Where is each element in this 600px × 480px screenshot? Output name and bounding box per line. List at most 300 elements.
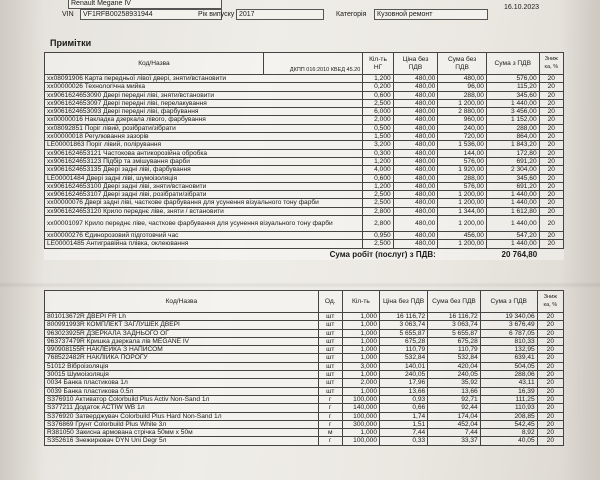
- work-name: xx08092851 Поріг лівий, розібрати/зібрати: [45, 124, 363, 132]
- part-sum-vat: 288,06: [480, 371, 537, 379]
- work-sum: 1 536,00: [438, 141, 487, 149]
- work-discount: 20: [539, 157, 563, 165]
- vin-value: VF1RFB00258931944: [80, 9, 222, 20]
- part-discount: 20: [537, 313, 563, 321]
- work-price: 480,00: [393, 207, 438, 215]
- part-sum-vat: 542,45: [480, 420, 537, 428]
- part-price: 3 063,74: [380, 321, 428, 329]
- table-row: [45, 141, 564, 149]
- work-discount: 20: [539, 166, 563, 174]
- part-price: 110,79: [380, 346, 428, 354]
- work-qty: 2,500: [363, 199, 393, 207]
- work-sum: 960,00: [438, 116, 487, 124]
- work-qty: 0,500: [363, 124, 393, 132]
- part-qty: 1,000: [342, 371, 379, 379]
- work-discount: 20: [539, 108, 563, 116]
- work-discount: 20: [539, 75, 563, 83]
- work-discount: 20: [539, 124, 563, 132]
- work-discount: 20: [539, 141, 563, 149]
- work-qty: 2,000: [363, 116, 393, 124]
- part-price: 17,96: [380, 379, 428, 387]
- part-name: S376869 Грунт Colorbuild Plus White 3л: [45, 420, 319, 428]
- part-sum-vat: 111,25: [480, 395, 537, 403]
- work-name: xx00000018 Регулювання зазорів: [45, 133, 363, 141]
- part-price: 140,01: [380, 362, 428, 370]
- works-total-value: 20 764,80: [501, 249, 538, 259]
- part-unit: г: [318, 420, 342, 428]
- works-header-discount: Зниж ка, %: [539, 53, 563, 75]
- work-qty: 2,500: [363, 99, 393, 107]
- page-shadow-left: [0, 0, 45, 480]
- work-price: 480,00: [393, 199, 438, 207]
- part-qty: 1,000: [342, 337, 379, 345]
- work-sum-vat: 345,60: [486, 91, 539, 99]
- table-row: [45, 99, 564, 107]
- table-row: [45, 216, 564, 232]
- part-qty: 100,000: [342, 412, 379, 420]
- work-sum: 1 200,00: [438, 99, 487, 107]
- work-name: xx9061624653090 Двері передні ліві, зняти/встановити: [45, 91, 363, 99]
- part-unit: шт: [318, 329, 342, 337]
- works-total-row: [45, 248, 564, 260]
- work-qty: 0,600: [363, 174, 393, 182]
- work-name: LE00001863 Поріг лівий, полірування: [45, 141, 363, 149]
- part-price: 675,28: [380, 337, 428, 345]
- work-qty: 0,600: [363, 91, 393, 99]
- table-row: [45, 108, 564, 116]
- parts-rows: [45, 313, 564, 446]
- part-name: R381050 Закисна армована стрічка 50мм х 50м: [45, 429, 319, 437]
- part-price: 5 655,87: [380, 329, 428, 337]
- part-discount: 20: [537, 404, 563, 412]
- work-qty: 2,800: [363, 216, 393, 232]
- parts-header-unit: Од.: [318, 291, 342, 313]
- part-sum: 174,04: [428, 412, 481, 420]
- work-sum: 1 344,00: [438, 207, 487, 215]
- part-sum: 92,71: [428, 395, 481, 403]
- part-sum-vat: 132,95: [480, 346, 537, 354]
- part-qty: 1,000: [342, 329, 379, 337]
- category-label: Категорія: [336, 11, 367, 18]
- work-qty: 2,800: [363, 207, 393, 215]
- part-price: 7,44: [380, 429, 428, 437]
- work-name: xx00000076 Двері задні ліві, часткове фарбування для усунення візуального тону фарби: [45, 199, 363, 207]
- part-discount: 20: [537, 387, 563, 395]
- table-row: [45, 174, 564, 182]
- work-qty: 6,000: [363, 108, 393, 116]
- part-name: 768522482R НАКЛІЙКА ПОРОГУ: [45, 354, 319, 362]
- work-price: 480,00: [393, 166, 438, 174]
- part-sum: 452,04: [428, 420, 481, 428]
- work-name: xx00000276 Єдинорозовий підготовчий час: [45, 232, 363, 240]
- work-sum: 720,00: [438, 133, 487, 141]
- work-sum: 288,00: [438, 174, 487, 182]
- part-name: S377211 Додаток ACTIW WB 1л: [45, 404, 319, 412]
- work-sum-vat: 576,00: [486, 75, 539, 83]
- table-row: [45, 371, 564, 379]
- work-discount: 20: [539, 232, 563, 240]
- work-qty: 4,000: [363, 166, 393, 174]
- work-sum-vat: 1 612,80: [486, 207, 539, 215]
- work-price: 480,00: [393, 116, 438, 124]
- works-table: [44, 52, 564, 260]
- work-sum-vat: 1 843,20: [486, 141, 539, 149]
- table-row: [45, 387, 564, 395]
- work-discount: 20: [539, 133, 563, 141]
- work-discount: 20: [539, 174, 563, 182]
- work-qty: 1,200: [363, 75, 393, 83]
- part-price: 16 116,72: [380, 313, 428, 321]
- work-qty: 1,500: [363, 133, 393, 141]
- work-sum-vat: 3 456,00: [486, 108, 539, 116]
- work-name: xx9061624653135 Двері задні ліві, фарбування: [45, 166, 363, 174]
- part-unit: шт: [318, 371, 342, 379]
- notes-title: Примітки: [50, 38, 92, 48]
- table-row: [45, 149, 564, 157]
- work-qty: 0,300: [363, 149, 393, 157]
- work-sum-vat: 691,20: [486, 157, 539, 165]
- part-discount: 20: [537, 362, 563, 370]
- table-row: [45, 337, 564, 345]
- work-discount: 20: [539, 149, 563, 157]
- part-name: S352616 Знежирювач DYN Uni Degr 5л: [45, 437, 319, 445]
- work-sum: 1 200,00: [438, 216, 487, 232]
- work-sum: 240,00: [438, 124, 487, 132]
- work-sum-vat: 1 440,00: [486, 240, 539, 248]
- part-sum: 33,37: [428, 437, 481, 445]
- part-discount: 20: [537, 337, 563, 345]
- paper-fold: [0, 282, 600, 288]
- work-discount: 20: [539, 216, 563, 232]
- part-name: 963023925R ДЗЕРКАЛА ЗАДНЬОГО ОГ: [45, 329, 319, 337]
- table-row: [45, 191, 564, 199]
- part-qty: 2,000: [342, 379, 379, 387]
- work-price: 480,00: [393, 108, 438, 116]
- part-name: S376920 Затверджувач Colorbuild Plus Hard Non-Sand 1л: [45, 412, 319, 420]
- part-unit: шт: [318, 362, 342, 370]
- part-discount: 20: [537, 437, 563, 445]
- work-qty: 1,200: [363, 182, 393, 190]
- work-price: 480,00: [393, 124, 438, 132]
- work-price: 480,00: [393, 141, 438, 149]
- part-sum: 675,28: [428, 337, 481, 345]
- page-shadow-right: [560, 0, 600, 480]
- work-name: xx9061624653120 Крило переднє ліве, зняти / встановити: [45, 207, 363, 215]
- part-price: 532,84: [380, 354, 428, 362]
- work-discount: 20: [539, 207, 563, 215]
- work-discount: 20: [539, 83, 563, 91]
- part-price: 0,66: [380, 404, 428, 412]
- table-row: [45, 429, 564, 437]
- part-sum: 92,44: [428, 404, 481, 412]
- part-price: 1,74: [380, 412, 428, 420]
- work-sum-vat: 2 304,00: [486, 166, 539, 174]
- work-qty: 3,200: [363, 141, 393, 149]
- table-row: [45, 166, 564, 174]
- work-discount: 20: [539, 240, 563, 248]
- work-sum: 480,00: [438, 75, 487, 83]
- part-sum-vat: 639,41: [480, 354, 537, 362]
- works-header-sum-vat: Сума з ПДВ: [486, 53, 539, 75]
- part-sum-vat: 40,05: [480, 437, 537, 445]
- part-sum-vat: 8,92: [480, 429, 537, 437]
- table-row: [45, 379, 564, 387]
- work-price: 480,00: [393, 91, 438, 99]
- parts-header-sum: Сума без ПДВ: [428, 291, 481, 313]
- vin-label: VIN: [62, 11, 74, 18]
- table-row: [45, 329, 564, 337]
- part-discount: 20: [537, 329, 563, 337]
- work-sum-vat: 172,80: [486, 149, 539, 157]
- table-row: [45, 240, 564, 248]
- work-name: xx9061624653121 Частокова антикорозійна обробка: [45, 149, 363, 157]
- part-sum-vat: 43,11: [480, 379, 537, 387]
- part-unit: г: [318, 404, 342, 412]
- part-unit: г: [318, 412, 342, 420]
- works-header-code: Код/Назва: [45, 53, 264, 75]
- work-name: xx9061624653100 Двері задні ліві, зняти/встановити: [45, 182, 363, 190]
- part-name: 0039 Банка пластикова 0.5л: [45, 387, 319, 395]
- table-row: [45, 182, 564, 190]
- work-discount: 20: [539, 99, 563, 107]
- table-row: [45, 116, 564, 124]
- work-qty: 2,500: [363, 240, 393, 248]
- work-name: LE00001484 Двері задні ліві, шумоізоляція: [45, 174, 363, 182]
- part-sum: 110,79: [428, 346, 481, 354]
- part-sum-vat: 3 676,49: [480, 321, 537, 329]
- part-price: 0,33: [380, 437, 428, 445]
- work-sum: 1 200,00: [438, 199, 487, 207]
- work-name: xx9061624653107 Двері задні ліві, розібрати/зібрати: [45, 191, 363, 199]
- part-unit: шт: [318, 379, 342, 387]
- work-price: 480,00: [393, 75, 438, 83]
- work-sum-vat: 1 440,00: [486, 99, 539, 107]
- work-sum: 456,00: [438, 232, 487, 240]
- work-price: 480,00: [393, 83, 438, 91]
- work-price: 480,00: [393, 182, 438, 190]
- works-rows: [45, 75, 564, 260]
- part-discount: 20: [537, 354, 563, 362]
- work-qty: 1,200: [363, 157, 393, 165]
- part-unit: г: [318, 437, 342, 445]
- work-name: LE00001485 Антигравійна плівка, оклеювання: [45, 240, 363, 248]
- vehicle-make: Renault Megane IV: [68, 0, 222, 9]
- works-header-standard: ДКПП 016:2010 КВЕД 45.20: [263, 53, 362, 75]
- table-row: [45, 157, 564, 165]
- part-sum-vat: 16,39: [480, 387, 537, 395]
- work-price: 480,00: [393, 216, 438, 232]
- table-row: [45, 395, 564, 403]
- parts-header-sum-vat: Сума з ПДВ: [480, 291, 537, 313]
- part-name: 800991993R КОМПЛЕКТ ЗАГЛУШЕК ДВЕРІ: [45, 321, 319, 329]
- work-qty: 0,950: [363, 232, 393, 240]
- table-row: [45, 313, 564, 321]
- part-qty: 1,000: [342, 321, 379, 329]
- work-discount: 20: [539, 191, 563, 199]
- part-unit: шт: [318, 354, 342, 362]
- part-price: 13,66: [380, 387, 428, 395]
- year-label: Рік випуску: [198, 11, 235, 18]
- work-price: 480,00: [393, 232, 438, 240]
- works-total-label: Сума робіт (послуг) з ПДВ:: [329, 249, 436, 259]
- table-row: [45, 83, 564, 91]
- work-price: 480,00: [393, 149, 438, 157]
- table-row: [45, 404, 564, 412]
- part-sum-vat: 504,05: [480, 362, 537, 370]
- work-sum-vat: 864,00: [486, 133, 539, 141]
- part-sum: 7,44: [428, 429, 481, 437]
- work-name: xx08091906 Карта передньої лівої двері, зняти/встановити: [45, 75, 363, 83]
- parts-header-price: Ціна без ПДВ: [380, 291, 428, 313]
- work-price: 480,00: [393, 240, 438, 248]
- works-header-sum: Сума без ПДВ: [438, 53, 487, 75]
- part-qty: 300,000: [342, 420, 379, 428]
- part-discount: 20: [537, 371, 563, 379]
- part-sum-vat: 810,33: [480, 337, 537, 345]
- work-sum: 1 200,00: [438, 191, 487, 199]
- category-value: Кузовной ремонт: [374, 9, 488, 20]
- work-sum: 288,00: [438, 91, 487, 99]
- work-sum-vat: 115,20: [486, 83, 539, 91]
- part-qty: 1,000: [342, 346, 379, 354]
- part-sum: 3 063,74: [428, 321, 481, 329]
- part-discount: 20: [537, 379, 563, 387]
- parts-header-code: Код/Назва: [45, 291, 319, 313]
- part-name: 990908155R НАКЛЕЙКА З НАПИСОМ: [45, 346, 319, 354]
- part-qty: 100,000: [342, 395, 379, 403]
- work-sum-vat: 345,60: [486, 174, 539, 182]
- work-sum-vat: 1 440,00: [486, 216, 539, 232]
- part-sum-vat: 19 340,06: [480, 313, 537, 321]
- part-discount: 20: [537, 395, 563, 403]
- work-sum-vat: 691,20: [486, 182, 539, 190]
- part-discount: 20: [537, 346, 563, 354]
- table-row: [45, 124, 564, 132]
- work-sum: 2 880,00: [438, 108, 487, 116]
- part-discount: 20: [537, 429, 563, 437]
- table-row: [45, 321, 564, 329]
- part-price: 240,05: [380, 371, 428, 379]
- work-name: xx00000026 Технологічна мийка: [45, 83, 363, 91]
- work-price: 480,00: [393, 174, 438, 182]
- vehicle-header: [48, 0, 558, 22]
- part-unit: шт: [318, 337, 342, 345]
- part-discount: 20: [537, 321, 563, 329]
- part-sum: 240,05: [428, 371, 481, 379]
- parts-header-discount: Зниж ка, %: [537, 291, 563, 313]
- works-header-price: Ціна без ПДВ: [393, 53, 438, 75]
- part-unit: м: [318, 429, 342, 437]
- part-name: 0034 Банка пластикова 1л: [45, 379, 319, 387]
- work-name: xx9061624653093 Двері передні ліві, фарбування: [45, 108, 363, 116]
- part-sum: 35,92: [428, 379, 481, 387]
- work-price: 480,00: [393, 133, 438, 141]
- part-qty: 1,000: [342, 387, 379, 395]
- part-unit: шт: [318, 387, 342, 395]
- table-row: [45, 232, 564, 240]
- work-sum: 144,00: [438, 149, 487, 157]
- work-sum: 576,00: [438, 157, 487, 165]
- part-name: S376910 Активатор Colorbuild Plus Activ Non-Sand 1л: [45, 395, 319, 403]
- table-row: [45, 207, 564, 215]
- part-sum: 16 116,72: [428, 313, 481, 321]
- work-sum-vat: 547,20: [486, 232, 539, 240]
- table-row: [45, 133, 564, 141]
- part-sum-vat: 208,85: [480, 412, 537, 420]
- table-row: [45, 362, 564, 370]
- part-sum: 5 655,87: [428, 329, 481, 337]
- part-unit: шт: [318, 313, 342, 321]
- document-date: 16.10.2023: [504, 4, 540, 11]
- work-sum-vat: 1 152,00: [486, 116, 539, 124]
- work-qty: 0,200: [363, 83, 393, 91]
- work-discount: 20: [539, 91, 563, 99]
- part-name: 963737479R Кришка дзеркала лів MEGANE IV: [45, 337, 319, 345]
- work-sum-vat: 1 440,00: [486, 191, 539, 199]
- work-price: 480,00: [393, 99, 438, 107]
- part-qty: 3,000: [342, 362, 379, 370]
- part-price: 0,93: [380, 395, 428, 403]
- part-qty: 1,000: [342, 313, 379, 321]
- part-discount: 20: [537, 412, 563, 420]
- table-row: [45, 412, 564, 420]
- part-qty: 1,000: [342, 429, 379, 437]
- works-total-spacer: [539, 248, 563, 260]
- work-name: xx9061624653123 Підбір та змішування фарби: [45, 157, 363, 165]
- work-sum: 1 200,00: [438, 240, 487, 248]
- work-sum-vat: 1 440,00: [486, 199, 539, 207]
- part-discount: 20: [537, 420, 563, 428]
- part-qty: 140,000: [342, 404, 379, 412]
- part-price: 1,51: [380, 420, 428, 428]
- work-sum-vat: 288,00: [486, 124, 539, 132]
- table-row: [45, 420, 564, 428]
- part-name: 30015 Шумоізоляція: [45, 371, 319, 379]
- work-name: xx9061624653097 Двері передні ліві, перелакування: [45, 99, 363, 107]
- parts-table: [44, 290, 564, 446]
- works-header-qty: Кіл-ть НГ: [363, 53, 393, 75]
- part-sum: 420,04: [428, 362, 481, 370]
- table-row: [45, 354, 564, 362]
- part-qty: 1,000: [342, 354, 379, 362]
- part-sum-vat: 110,93: [480, 404, 537, 412]
- year-value: 2017: [236, 9, 324, 20]
- table-row: [45, 75, 564, 83]
- work-price: 480,00: [393, 191, 438, 199]
- part-name: 51012 Віброізоляція: [45, 362, 319, 370]
- part-sum: 532,84: [428, 354, 481, 362]
- part-sum: 13,66: [428, 387, 481, 395]
- part-qty: 100,000: [342, 437, 379, 445]
- part-unit: г: [318, 395, 342, 403]
- work-sum: 576,00: [438, 182, 487, 190]
- parts-header-qty: Кіл-ть: [342, 291, 379, 313]
- table-row: [45, 346, 564, 354]
- work-name: xx00000016 Накладка дзеркала лівого, фарбування: [45, 116, 363, 124]
- work-price: 480,00: [393, 157, 438, 165]
- table-row: [45, 437, 564, 445]
- work-discount: 20: [539, 116, 563, 124]
- part-name: 801013672R ДВЕРІ FR Lh: [45, 313, 319, 321]
- table-row: [45, 91, 564, 99]
- work-discount: 20: [539, 182, 563, 190]
- part-unit: шт: [318, 321, 342, 329]
- work-discount: 20: [539, 199, 563, 207]
- work-name: xx00001097 Крило переднє ліве, часткове фарбування для усунення візуального тону фарби: [45, 216, 363, 232]
- work-sum: 96,00: [438, 83, 487, 91]
- part-unit: шт: [318, 346, 342, 354]
- part-sum-vat: 6 787,05: [480, 329, 537, 337]
